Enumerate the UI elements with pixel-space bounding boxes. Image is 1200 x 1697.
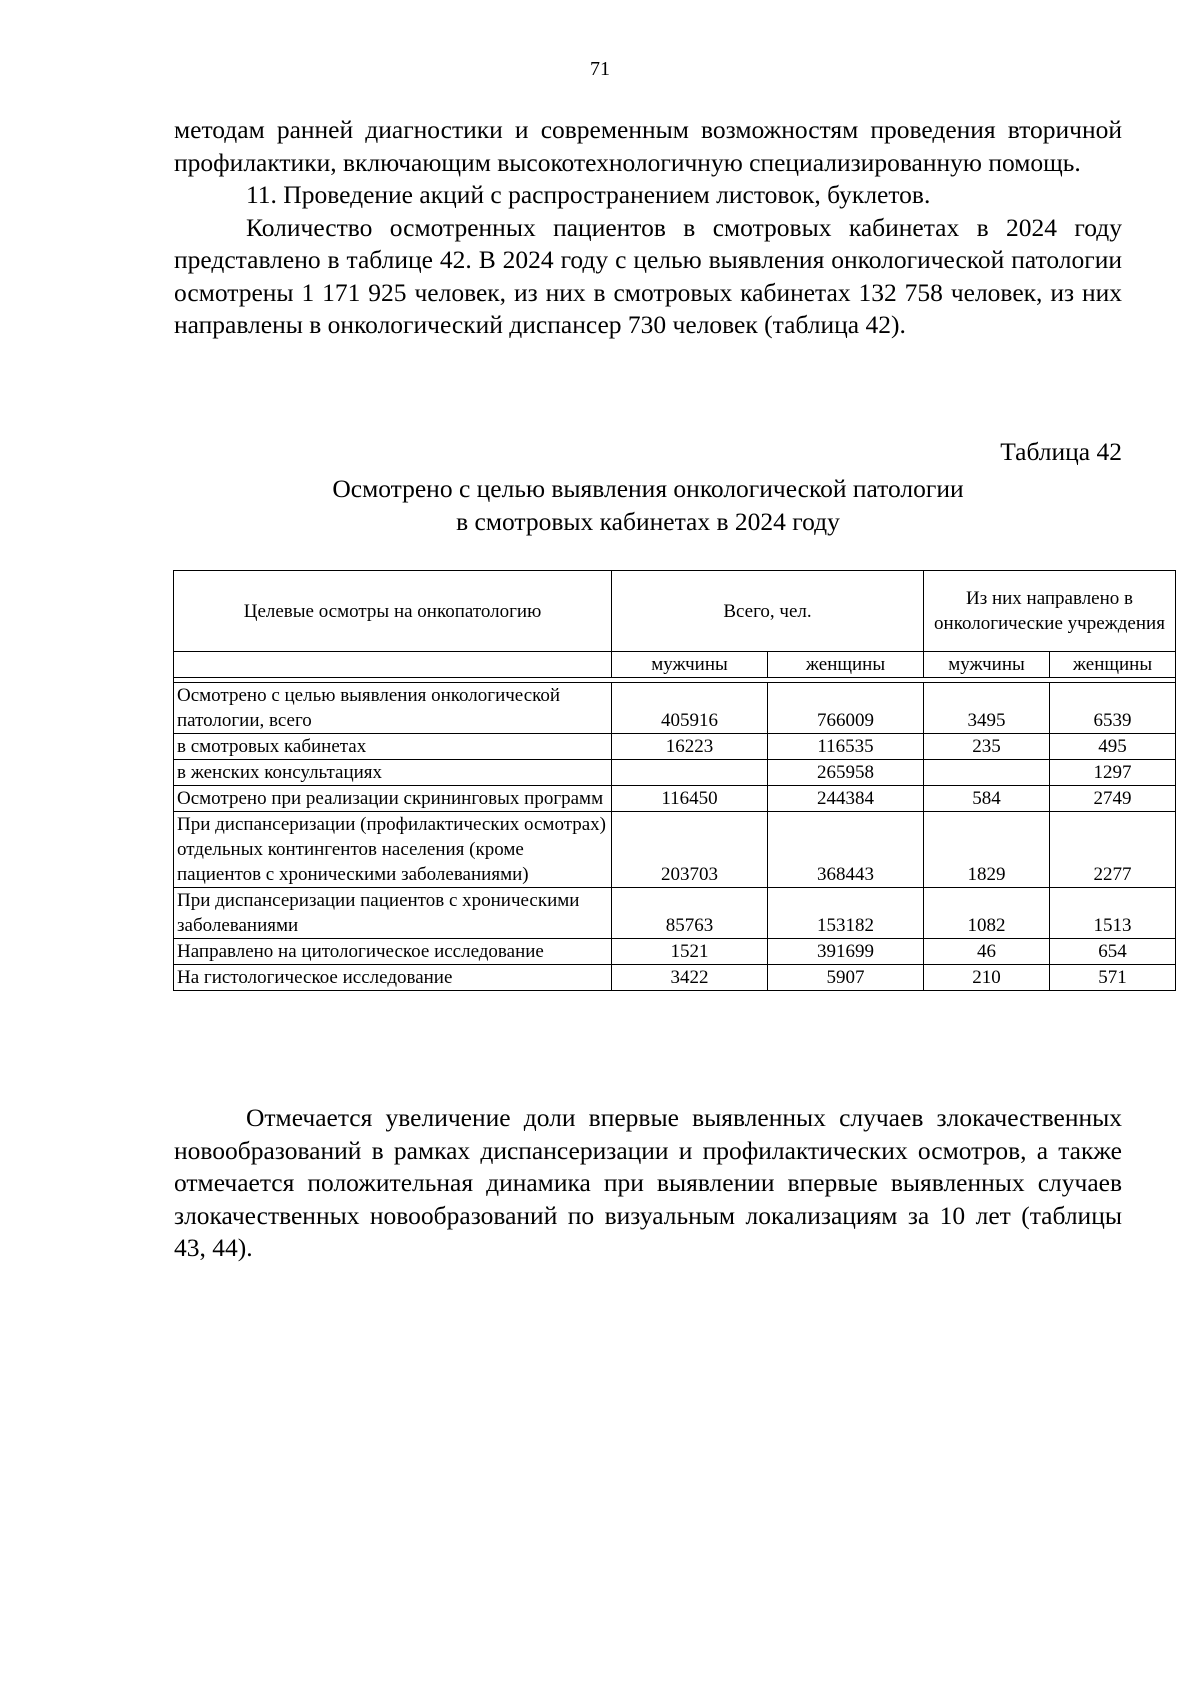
row-label: в женских консультациях xyxy=(174,760,612,786)
cell-ref-women: 571 xyxy=(1050,965,1176,991)
row-label: Направлено на цитологическое исследование xyxy=(174,939,612,965)
cell-ref-men: 584 xyxy=(924,786,1050,812)
table-title-line: Осмотрено с целью выявления онкологической патологии xyxy=(332,474,964,503)
cell-total-women: 265958 xyxy=(768,760,924,786)
paragraph: 11. Проведение акций с распространением листовок, буклетов. xyxy=(246,180,931,209)
cell-total-men: 203703 xyxy=(612,812,768,888)
cell-total-women: 391699 xyxy=(768,939,924,965)
table-subheader-row xyxy=(174,652,1176,678)
row-label: При диспансеризации пациентов с хроническими заболеваниями xyxy=(174,888,612,939)
header-total-men: мужчины xyxy=(612,652,768,678)
cell-ref-men: 3495 xyxy=(924,683,1050,734)
cell-ref-women: 1513 xyxy=(1050,888,1176,939)
header-referred: Из них направлено в онкологические учреждения xyxy=(924,571,1176,652)
cell-ref-women: 654 xyxy=(1050,939,1176,965)
header-total: Всего, чел. xyxy=(612,571,924,652)
row-label: При диспансеризации (профилактических осмотрах) отдельных контингентов населения (кроме пациентов с хроническими заболеваниями) xyxy=(174,812,612,888)
cell-total-men: 405916 xyxy=(612,683,768,734)
table-row xyxy=(174,734,1176,760)
paragraph: Количество осмотренных пациентов в смотровых кабинетах в 2024 году представлено в таблице 42. В 2024 году с целью выявления онкологической патологии осмотрены 1 171 925 человек, из них в смотровых кабинетах 132 758 человек, из них направлены в онкологический диспансер 730 человек (таблица 42). xyxy=(174,212,1122,339)
cell-ref-women: 2749 xyxy=(1050,786,1176,812)
cell-total-men: 16223 xyxy=(612,734,768,760)
cell-total-women: 116535 xyxy=(768,734,924,760)
table-title-line: в смотровых кабинетах в 2024 году xyxy=(456,507,840,536)
table-title xyxy=(174,472,1122,538)
table-row xyxy=(174,939,1176,965)
closing-text xyxy=(174,1102,1122,1265)
header-empty xyxy=(174,652,612,678)
table-row xyxy=(174,888,1176,939)
table-row xyxy=(174,683,1176,734)
row-label: Осмотрено с целью выявления онкологической патологии, всего xyxy=(174,683,612,734)
cell-ref-women: 6539 xyxy=(1050,683,1176,734)
page-number: 71 xyxy=(590,58,610,80)
cell-ref-men: 235 xyxy=(924,734,1050,760)
cell-ref-men: 1829 xyxy=(924,812,1050,888)
cell-total-women: 244384 xyxy=(768,786,924,812)
cell-ref-men xyxy=(924,760,1050,786)
table-row xyxy=(174,786,1176,812)
cell-ref-women: 495 xyxy=(1050,734,1176,760)
cell-ref-men: 1082 xyxy=(924,888,1050,939)
cell-total-men: 116450 xyxy=(612,786,768,812)
cell-total-women: 766009 xyxy=(768,683,924,734)
table-header-row xyxy=(174,571,1176,652)
header-ref-women: женщины xyxy=(1050,652,1176,678)
cell-ref-men: 210 xyxy=(924,965,1050,991)
row-label: Осмотрено при реализации скрининговых программ xyxy=(174,786,612,812)
paragraph: Отмечается увеличение доли впервые выявленных случаев злокачественных новообразований в рамках диспансеризации и профилактических осмотров, а также отмечается положительная динамика при выявлении впервые выявленных случаев злокачественных новообразований по визуальным локализациям за 10 лет (таблицы 43, 44). xyxy=(174,1103,1122,1262)
cell-total-men: 1521 xyxy=(612,939,768,965)
screening-table xyxy=(173,570,1176,991)
intro-text xyxy=(174,114,1122,342)
cell-total-women: 153182 xyxy=(768,888,924,939)
table-row xyxy=(174,812,1176,888)
header-ref-men: мужчины xyxy=(924,652,1050,678)
cell-ref-men: 46 xyxy=(924,939,1050,965)
cell-total-women: 368443 xyxy=(768,812,924,888)
row-label: в смотровых кабинетах xyxy=(174,734,612,760)
table-row xyxy=(174,760,1176,786)
cell-total-men: 3422 xyxy=(612,965,768,991)
cell-total-women: 5907 xyxy=(768,965,924,991)
cell-total-men: 85763 xyxy=(612,888,768,939)
paragraph: методам ранней диагностики и современным возможностям проведения вторичной профилактики, включающим высокотехнологичную специализированную помощь. xyxy=(174,115,1122,177)
header-category: Целевые осмотры на онкопатологию xyxy=(174,571,612,652)
table-label: Таблица 42 xyxy=(1000,437,1122,466)
cell-total-men xyxy=(612,760,768,786)
header-total-women: женщины xyxy=(768,652,924,678)
table-row xyxy=(174,965,1176,991)
row-label: На гистологическое исследование xyxy=(174,965,612,991)
cell-ref-women: 1297 xyxy=(1050,760,1176,786)
cell-ref-women: 2277 xyxy=(1050,812,1176,888)
